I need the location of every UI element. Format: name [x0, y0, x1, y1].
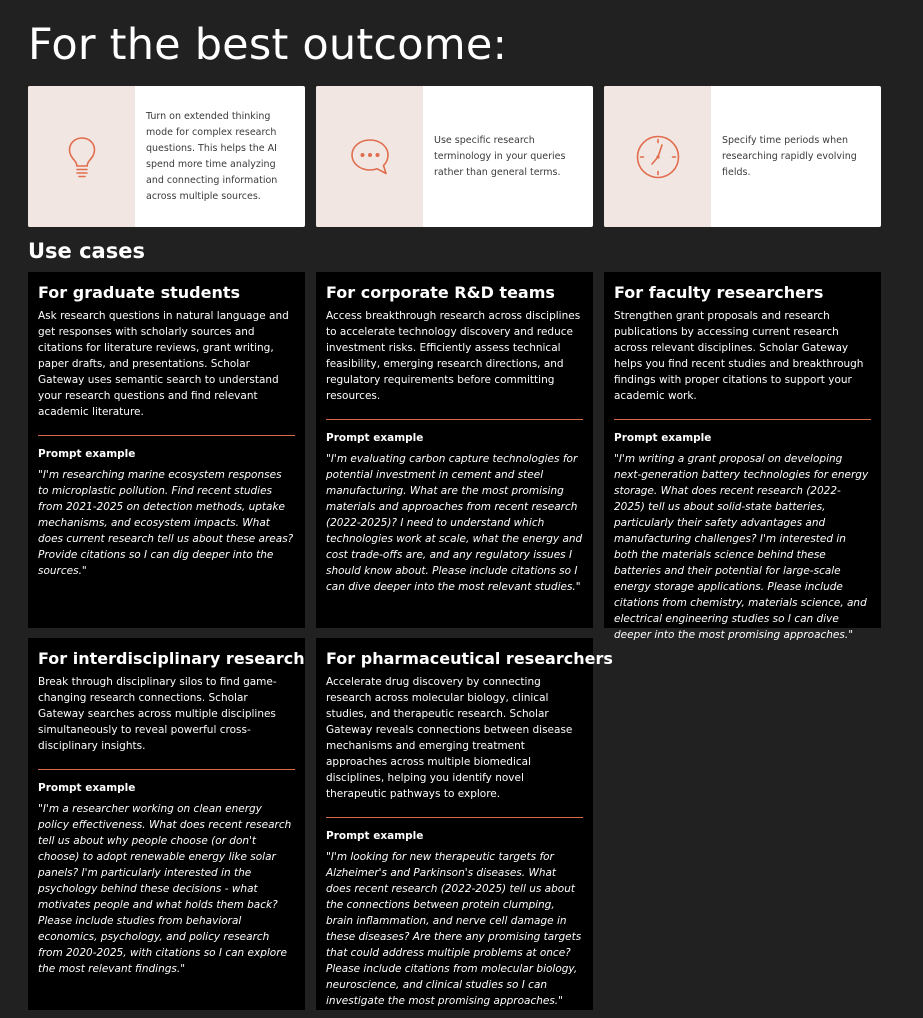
card-divider [38, 435, 295, 436]
card-description: Strengthen grant proposals and research publications by accessing current research across relevant disciplines. Scholar Gateway helps you find recent studies and breakthrough findings with proper citations to support your academic work. [614, 310, 864, 402]
prompt-label: Prompt example [326, 830, 424, 842]
card-title: For corporate R&D teams [326, 283, 555, 302]
tip-icon-box [28, 86, 135, 227]
prompt-example: "I'm a researcher working on clean energy policy effectiveness. What does recent research tell us about why people choose (or don't choose) to adopt renewable energy like solar panels? I'm particularly interested in the psychology behind these decisions - what motivates people and what holds them back? Please include studies from behavioral economics, psychology, and policy research from 2020-2025, with citations so I can explore the most relevant findings." [38, 803, 292, 975]
card-title: For interdisciplinary research [38, 649, 305, 668]
card-divider [326, 419, 583, 420]
card-description: Accelerate drug discovery by connecting research across molecular biology, clinical studies, and therapeutic research. Scholar Gateway reveals connections between disease mechanisms and emerging treatment approaches across multiple biomedical disciplines, helping you identify novel therapeutic pathways to explore. [326, 676, 573, 800]
card-title: For pharmaceutical researchers [326, 649, 613, 668]
use-case-card-corporate-rd [316, 272, 593, 628]
tip-icon-box [604, 86, 711, 227]
use-case-card-interdisciplinary [28, 638, 305, 1010]
prompt-label: Prompt example [614, 432, 712, 444]
tip-text: Specify time periods when researching rapidly evolving fields. [722, 134, 857, 178]
prompt-example: "I'm researching marine ecosystem responses to microplastic pollution. Find recent studies from 2021-2025 on detection methods, uptake mechanisms, and ecosystem impacts. What does current research tell us about these areas? Provide citations so I can dig deeper into the sources." [38, 469, 294, 577]
card-title: For faculty researchers [614, 283, 824, 302]
use-case-card-faculty-researchers [604, 272, 881, 641]
clock-icon [635, 134, 681, 180]
chat-bubble-icon [349, 137, 391, 177]
prompt-label: Prompt example [326, 432, 424, 444]
tip-text: Use specific research terminology in your queries rather than general terms. [434, 134, 566, 178]
prompt-example: "I'm looking for new therapeutic targets for Alzheimer's and Parkinson's diseases. What does recent research (2022-2025) tell us about the connections between protein clumping, brain inflammation, and nerve cell damage in these diseases? Are there any promising targets that could address multiple problems at once? Please include citations from molecular biology, neuroscience, and clinical studies so I can investigate the most promising approaches." [326, 851, 582, 1007]
lightbulb-icon [65, 135, 99, 179]
tip-text: Turn on extended thinking mode for complex research questions. This helps the AI spend more time analyzing and connecting information across multiple sources. [146, 110, 278, 202]
tip-icon-box [316, 86, 423, 227]
tips-row [28, 86, 881, 227]
card-description: Ask research questions in natural language and get responses with scholarly sources and citations for literature reviews, grant writing, paper drafts, and presentations. Scholar Gateway uses semantic search to understand your research questions and find relevant academic literature. [38, 310, 289, 418]
use-case-card-graduate-students [28, 272, 305, 628]
tip-card-extended-thinking [28, 86, 305, 227]
tip-card-terminology [316, 86, 593, 227]
use-cases-title: Use cases [28, 239, 145, 263]
card-divider [38, 769, 295, 770]
prompt-label: Prompt example [38, 782, 136, 794]
prompt-example: "I'm evaluating carbon capture technologies for potential investment in cement and steel manufacturing. What are the most promising materials and approaches from recent research (2022-2025)? I need to understand which technologies work at scale, what the energy and cost trade-offs are, and any regulatory issues I should know about. Please include citations so I can dive deeper into the most relevant studies." [326, 453, 583, 593]
card-divider [614, 419, 871, 420]
prompt-label: Prompt example [38, 448, 136, 460]
card-divider [326, 817, 583, 818]
page-title: For the best outcome: [28, 20, 508, 70]
tip-card-time-periods [604, 86, 881, 227]
prompt-example: "I'm writing a grant proposal on developing next-generation battery technologies for energy storage. What does recent research (2022-2025) tell us about solid-state batteries, particularly their safety advantages and manufacturing challenges? I'm interested in both the materials science behind these batteries and their potential for large-scale energy storage applications. Please include citations from chemistry, materials science, and electrical engineering studies so I can dive deeper into the most promising approaches." [614, 453, 869, 641]
card-description: Break through disciplinary silos to find game-changing research connections. Scholar Gateway searches across multiple disciplines simultaneously to reveal powerful cross-disciplinary insights. [38, 676, 277, 752]
card-title: For graduate students [38, 283, 241, 302]
use-case-card-pharmaceutical [316, 638, 613, 1010]
card-description: Access breakthrough research across disciplines to accelerate technology discovery and reduce investment risks. Efficiently assess technical feasibility, emerging research directions, and regulatory requirements before committing resources. [326, 310, 581, 402]
